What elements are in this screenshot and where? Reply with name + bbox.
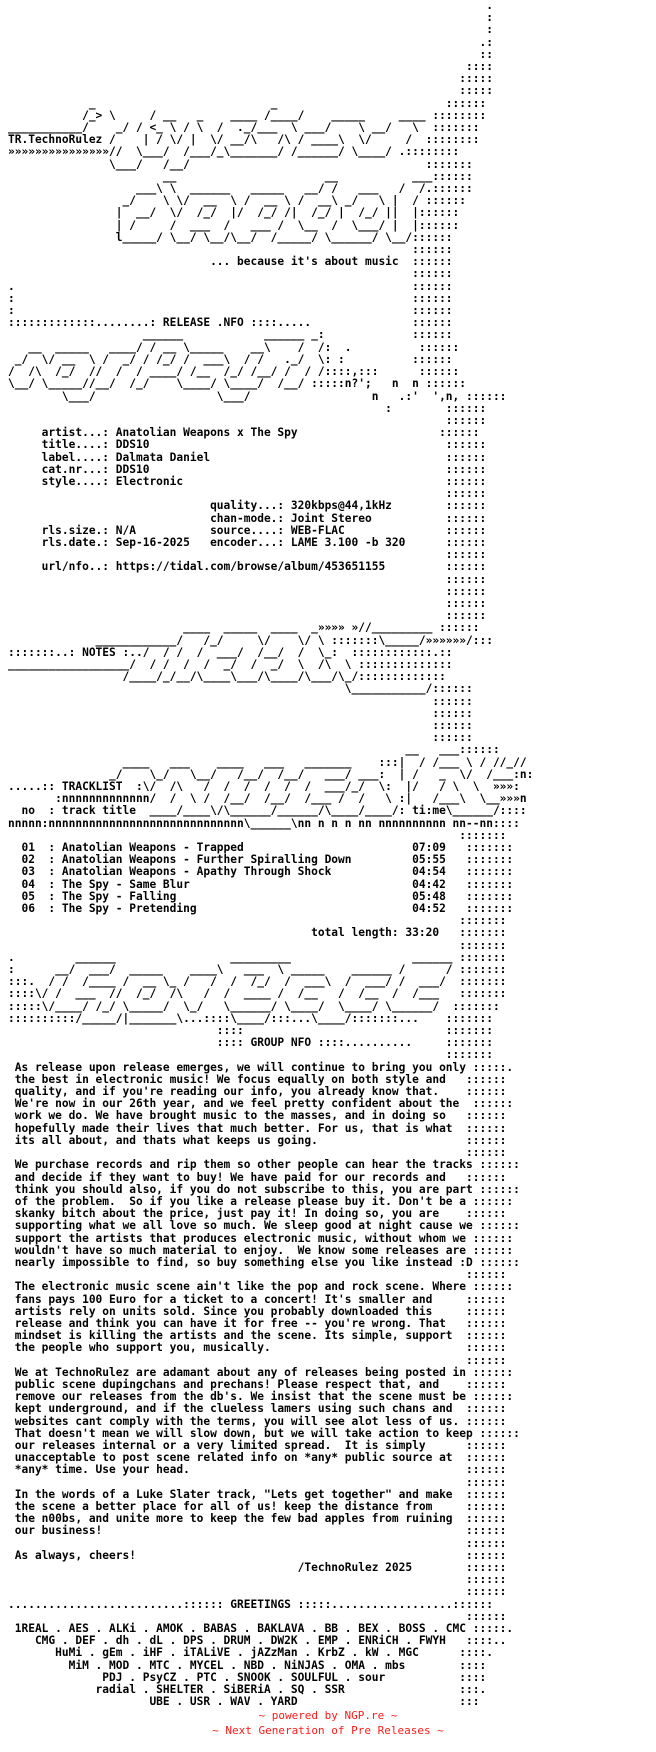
nfo-line: rls.size.: N/A source....: WEB-FLAC :::::: (8, 523, 487, 537)
nfo-line: the best in electronic music! We focus equally on both style and :::::: (8, 1072, 507, 1086)
nfo-line: | / / ___ / ___ / \__ / \___/ | |:::::: (8, 218, 460, 232)
nfo-line: : (8, 23, 493, 37)
nfo-line: and decide if they want to buy! We have paid for our records and :::::: (8, 1170, 507, 1184)
nfo-line: ::::::::::/_____/|_______\...::::\____/:::...\____/:::::::... ::::::: (8, 1011, 493, 1025)
nfo-line: title....: DDS10 :::::: (8, 438, 487, 452)
nfo-line: 1REAL . AES . ALKi . AMOK . BABAS . BAKLAVA . BB . BEX . BOSS . CMC :::::. (8, 1622, 514, 1636)
nfo-line: hopefully made their lives that much better. For us, that is what :::::: (8, 1121, 507, 1135)
nfo-line: We purchase records and rip them so other people can hear the tracks :::::: (8, 1158, 520, 1172)
nfo-line: ::::::: (8, 914, 507, 928)
nfo-line: TR.TechnoRulez / | / \/ | \/ __/\ /\ / ____\ \/ / :::::::: (8, 133, 480, 147)
nfo-line: think you should also, if you do not subscribe to this, you are part :::::: (8, 1182, 520, 1196)
nfo-line: nnnnn:nnnnnnnnnnnnnnnnnnnnnnnnnnnnn\______\nn n n n nn nnnnnnnnnn nn--nn:::: (8, 816, 520, 830)
nfo-line: /____/_/__/\____\___/\____/\___/\_/::::::::::::: (8, 670, 446, 684)
nfo-line: \___/ /__/ ::::::: (8, 157, 473, 171)
nfo-line: As release upon release emerges, we will continue to bring you only :::::. (8, 1060, 514, 1074)
nfo-line: ____ _____ ____ _»»»» »//_________ :::::: (8, 621, 480, 635)
nfo-line: :::::: (8, 1573, 507, 1587)
nfo-line: the n00bs, and unite more to keep the few bad apples from ruining :::::: (8, 1512, 507, 1526)
nfo-document (8, 0, 654, 1705)
nfo-line: HuMi . gEm . iHF . iTALiVE . jAZzMan . KrbZ . kW . MGC ::::. (8, 1646, 493, 1660)
nfo-line: the people who support you, musically. :::::: (8, 1341, 507, 1355)
nfo-line: :::::: (8, 413, 487, 427)
nfo-line: :::::: (8, 1585, 507, 1599)
nfo-line: chan-mode.: Joint Stereo :::::: (8, 511, 487, 525)
nfo-line: :::::: (8, 609, 487, 623)
nfo-line: _ _ :::::: (8, 96, 487, 110)
nfo-line: __ _____ ____/ / __ \_____ __\ / /: . :::::: (8, 340, 460, 354)
nfo-line: total length: 33:20 ::::::: (8, 926, 507, 940)
nfo-line: our business! :::::: (8, 1524, 507, 1538)
nfo-line: :: (8, 47, 493, 61)
nfo-line: :::: GROUP NFO ::::.......... ::::::: (8, 1036, 493, 1050)
nfo-line: radial . SHELTER . SiBERiA . SQ . SSR :::. (8, 1683, 487, 1697)
nfo-line: \__/ \_____//__/ /_/ \____/ \____/ /__/ :::::n?'; n n :::::: (8, 377, 467, 391)
nfo-line: ::::::: (8, 828, 507, 842)
nfo-line: :::::: (8, 596, 487, 610)
nfo-line: work we do. We have brought music to the masses, and in doing so :::::: (8, 1109, 507, 1123)
nfo-line: /TechnoRulez 2025 :::::: (8, 1561, 507, 1574)
nfo-line: mindset is killing the artists and the scene. Its simple, support :::::: (8, 1329, 507, 1343)
nfo-line: websites cant comply with the terms, you will see alot less of us. :::::: (8, 1414, 507, 1428)
nfo-greetings (8, 1599, 654, 1705)
nfo-line: _/ \/ __ \ / _/ / /_/ / ___\ / / ._/ \: : :::::: (8, 352, 453, 366)
nfo-line: :::::: (8, 1268, 507, 1282)
nfo-line: l_____/ \__/ \__/\__/ /_____/ \______/ \__/:::::: (8, 230, 453, 244)
nfo-line: :::::::::::::........: RELEASE .NFO ::::..... :::::: (8, 316, 453, 330)
nfo-line: unacceptable to post scene related info on *any* public source at :::::: (8, 1451, 507, 1465)
nfo-line: :::: ::::::: (8, 1024, 493, 1038)
nfo-line: We at TechnoRulez are adamant about any of releases being posted in :::::: (8, 1365, 514, 1379)
nfo-line: :nnnnnnnnnnnnn/ / \ / /__/ /__/ /___ / / \ :| /___\ \__»»»n (8, 792, 527, 806)
nfo-line: __ ___:::::: (8, 743, 500, 757)
page-footer (0, 1708, 656, 1738)
nfo-line: support the artists that produces electronic music, without whom we :::::: (8, 1231, 514, 1245)
nfo-line: our releases internal or a very limited spread. It is simply :::::: (8, 1438, 507, 1452)
nfo-line: 02 : Anatolian Weapons - Further Spiralling Down 05:55 ::::::: (8, 853, 514, 867)
nfo-line: ::::: (8, 72, 493, 86)
nfo-line: :::::: (8, 731, 473, 745)
nfo-line: In the words of a Luke Slater track, "Lets get together" and make :::::: (8, 1487, 507, 1501)
nfo-line: ::::::: (8, 938, 507, 952)
nfo-line: : __/ ___/ _____ ____\ ___ \ _____ ______ / / ::::::: (8, 963, 507, 977)
nfo-line: cat.nr...: DDS10 :::::: (8, 462, 487, 476)
nfo-line: :::::::..: NOTES :../ / / / ___/ /__/ / \_: ::::::::::::.:: (8, 645, 453, 659)
nfo-line: :::::: (8, 572, 487, 586)
nfo-line: 05 : The Spy - Falling 05:48 ::::::: (8, 889, 514, 903)
nfo-line: quality, and if you're reading our info, you already know that. :::::: (8, 1085, 507, 1099)
nfo-line: ____ ___ ____ ___ _______ :::| / /___ \ / //_// (8, 755, 527, 769)
nfo-line: 04 : The Spy - Same Blur 04:42 ::::::: (8, 877, 514, 891)
nfo-line: : :::::: (8, 304, 453, 318)
nfo-line: As always, cheers! :::::: (8, 1548, 507, 1562)
nfo-line: _/ \ \/ __ \ / __ \ / __\ _/ \ | / :::::: (8, 194, 467, 208)
nfo-line: 01 : Anatolian Weapons - Trapped 07:09 ::::::: (8, 841, 514, 855)
nfo-line: url/nfo..: https://tidal.com/browse/album/453651155 :::::: (8, 560, 487, 574)
nfo-line: ____________/ /_/ \/ \/ \ :::::::\_____/»»»»»»/::: (8, 633, 493, 647)
nfo-line: style....: Electronic :::::: (8, 474, 487, 488)
nfo-line: remove our releases from the db's. We insist that the scene must be :::::: (8, 1390, 514, 1404)
nfo-line: ... because it's about music :::::: (8, 255, 453, 269)
nfo-line: of the problem. So if you like a release please buy it. Don't be a :::::: (8, 1194, 514, 1208)
nfo-line: ::::: (8, 84, 493, 98)
nfo-line: nearly impossible to find, so buy something else you like instead :D :::::: (8, 1255, 520, 1269)
nfo-line: PDJ . PsyCZ . PTC . SNOOK . SOULFUL . sour :::: (8, 1670, 487, 1684)
nfo-line: :::::: (8, 718, 473, 732)
nfo-tracklist (8, 744, 654, 964)
nfo-line: MiM . MOD . MTC . MYCEL . NBD . NiNJAS . OMA . mbs :::: (8, 1658, 487, 1672)
nfo-line: __________________/ / / / / _/ / _/ \ /\ \ :::::::::::::: (8, 657, 453, 671)
nfo-line: UBE . USR . WAV . YARD ::: (8, 1695, 480, 1705)
nfo-line: :::::: (8, 1536, 507, 1550)
nfo-line: ___________/ _/ / <_ \ / \ / ._/___ \ ___/ \ __/ \ ::::::: (8, 121, 480, 135)
nfo-line: :::::: (8, 1475, 507, 1489)
nfo-line: We're now in our 26th year, and we feel pretty confident about the :::::: (8, 1097, 514, 1111)
nfo-line: no : track title ____/____\/\______/______/\____/____/: ti:me\______/:::: (8, 804, 527, 818)
nfo-line: :::::: (8, 584, 487, 598)
nfo-line: : :::::: (8, 401, 487, 415)
nfo-line: . (8, 0, 493, 12)
nfo-line: / /\ /_/ // / / ____/ /__ /_/ /__/ / / /::::,::: :::::: (8, 365, 460, 379)
nfo-line: supporting what we all love so much. We sleep good at night cause we :::::: (8, 1219, 520, 1233)
tagline-link[interactable]: ~ Next Generation of Pre Releases ~ (212, 1724, 444, 1737)
nfo-line: .: (8, 35, 493, 49)
nfo-line: :::::: (8, 1609, 507, 1623)
nfo-line: rls.date.: Sep-16-2025 encoder...: LAME 3.100 -b 320 :::::: (8, 535, 487, 549)
nfo-line: | __/ \/ /_/ |/ /_/ /| /_/ | /_/ || |:::::: (8, 206, 460, 220)
nfo-release-info (8, 293, 654, 598)
nfo-line: The electronic music scene ain't like the pop and rock scene. Where :::::: (8, 1280, 514, 1294)
nfo-group-info (8, 964, 654, 1599)
nfo-line: \___/ \___/ n .:' ',n, :::::: (8, 389, 507, 403)
nfo-line: »»»»»»»»»»»»»»»// \___/ /___/_\_______/ /______/ \____/ .:::::::: (8, 145, 460, 159)
nfo-line: ___\ \ ______ _____ __/ / ___ / /.:::::: (8, 182, 473, 196)
nfo-line: 03 : Anatolian Weapons - Apathy Through Shock 04:54 ::::::: (8, 865, 514, 879)
nfo-line: skanky bitch about the price, just pay it! In doing so, you are :::::: (8, 1207, 507, 1221)
nfo-notes-banner (8, 598, 654, 744)
nfo-line: :::::\/____/ /_/ \_____/ \_/ \______/ \____/ \____/ \______/ ::::::: (8, 999, 500, 1013)
nfo-line: 06 : The Spy - Pretending 04:52 ::::::: (8, 902, 514, 916)
nfo-line: label....: Dalmata Daniel :::::: (8, 450, 487, 464)
nfo-line: :::::: (8, 267, 453, 281)
nfo-line: :::::: (8, 487, 487, 501)
nfo-line: _/ \_/ \__/ /__/ /__/ ___/ ___: | / _ \/ /___:n: (8, 767, 534, 781)
nfo-line: : :::::: (8, 291, 453, 305)
nfo-line: :::::: (8, 1353, 507, 1367)
nfo-line: artist...: Anatolian Weapons x The Spy :::::: (8, 426, 480, 440)
nfo-line: the scene a better place for all of us! keep the distance from :::::: (8, 1499, 507, 1513)
nfo-line: __ __ ___:::::: (8, 169, 473, 183)
nfo-line: its all about, and thats what keeps us going. :::::: (8, 1133, 507, 1147)
nfo-line: ::::::: (8, 1048, 493, 1062)
nfo-line: *any* time. Use your head. :::::: (8, 1463, 507, 1477)
nfo-line: :::::: (8, 706, 473, 720)
nfo-line: ..........................:::::: GREETINGS :::::..................:::::: (8, 1597, 493, 1611)
nfo-line: wouldn't have so much material to enjoy. We know some releases are :::::: (8, 1243, 514, 1257)
nfo-line: ::::\/ / ___ // /_/ /\ / / ____ / /__ / /__ / /___ ::::::: (8, 987, 507, 1001)
nfo-line: :::::: (8, 694, 473, 708)
nfo-line: :::::: (8, 548, 487, 562)
nfo-line: quality...: 320kbps@44,1kHz :::::: (8, 499, 487, 513)
nfo-line: :::::: (8, 1146, 507, 1160)
nfo-line: artists rely on units sold. Since you probably downloaded this :::::: (8, 1304, 507, 1318)
nfo-line: . :::::: (8, 279, 453, 293)
nfo-header-logo (8, 0, 654, 293)
nfo-line: kept underground, and if the clueless lamers using such chans and :::::: (8, 1402, 507, 1416)
powered-by-link[interactable]: ~ powered by NGP.re ~ (258, 1709, 398, 1722)
nfo-line: fans pays 100 Euro for a ticket to a concert! It's smaller and :::::: (8, 1292, 507, 1306)
nfo-line: :::. / / /____ / __ \_ / / / /_/ / ___\ / ___/ / ___/ ::::::: (8, 975, 507, 989)
nfo-line: release and think you can have it for free -- you're wrong. That :::::: (8, 1316, 507, 1330)
nfo-line: That doesn't mean we will slow down, but we will take action to keep :::::: (8, 1426, 520, 1440)
nfo-line: CMG . DEF . dh . dL . DPS . DRUM . DW2K . EMP . ENRiCH . FWYH ::::.. (8, 1634, 507, 1648)
nfo-line: :::: (8, 60, 493, 74)
nfo-line: . ______ _________ ______ ::::::: (8, 950, 507, 964)
nfo-line: /_> \ / __ _ ____ /____/ _____ ____ :::::::: (8, 108, 487, 122)
nfo-line: .....:: TRACKLIST :\/ /\ / / / / / / ___/_/ \: |/ / \ \ »»»: (8, 780, 520, 793)
nfo-line: ______ ______ _: :::::: (8, 328, 453, 342)
nfo-line: public scene dupingchans and prechans! Please respect that, and :::::: (8, 1377, 507, 1391)
nfo-line: \___________/:::::: (8, 682, 473, 696)
nfo-line: : (8, 11, 493, 25)
nfo-line: :::::: (8, 243, 453, 257)
